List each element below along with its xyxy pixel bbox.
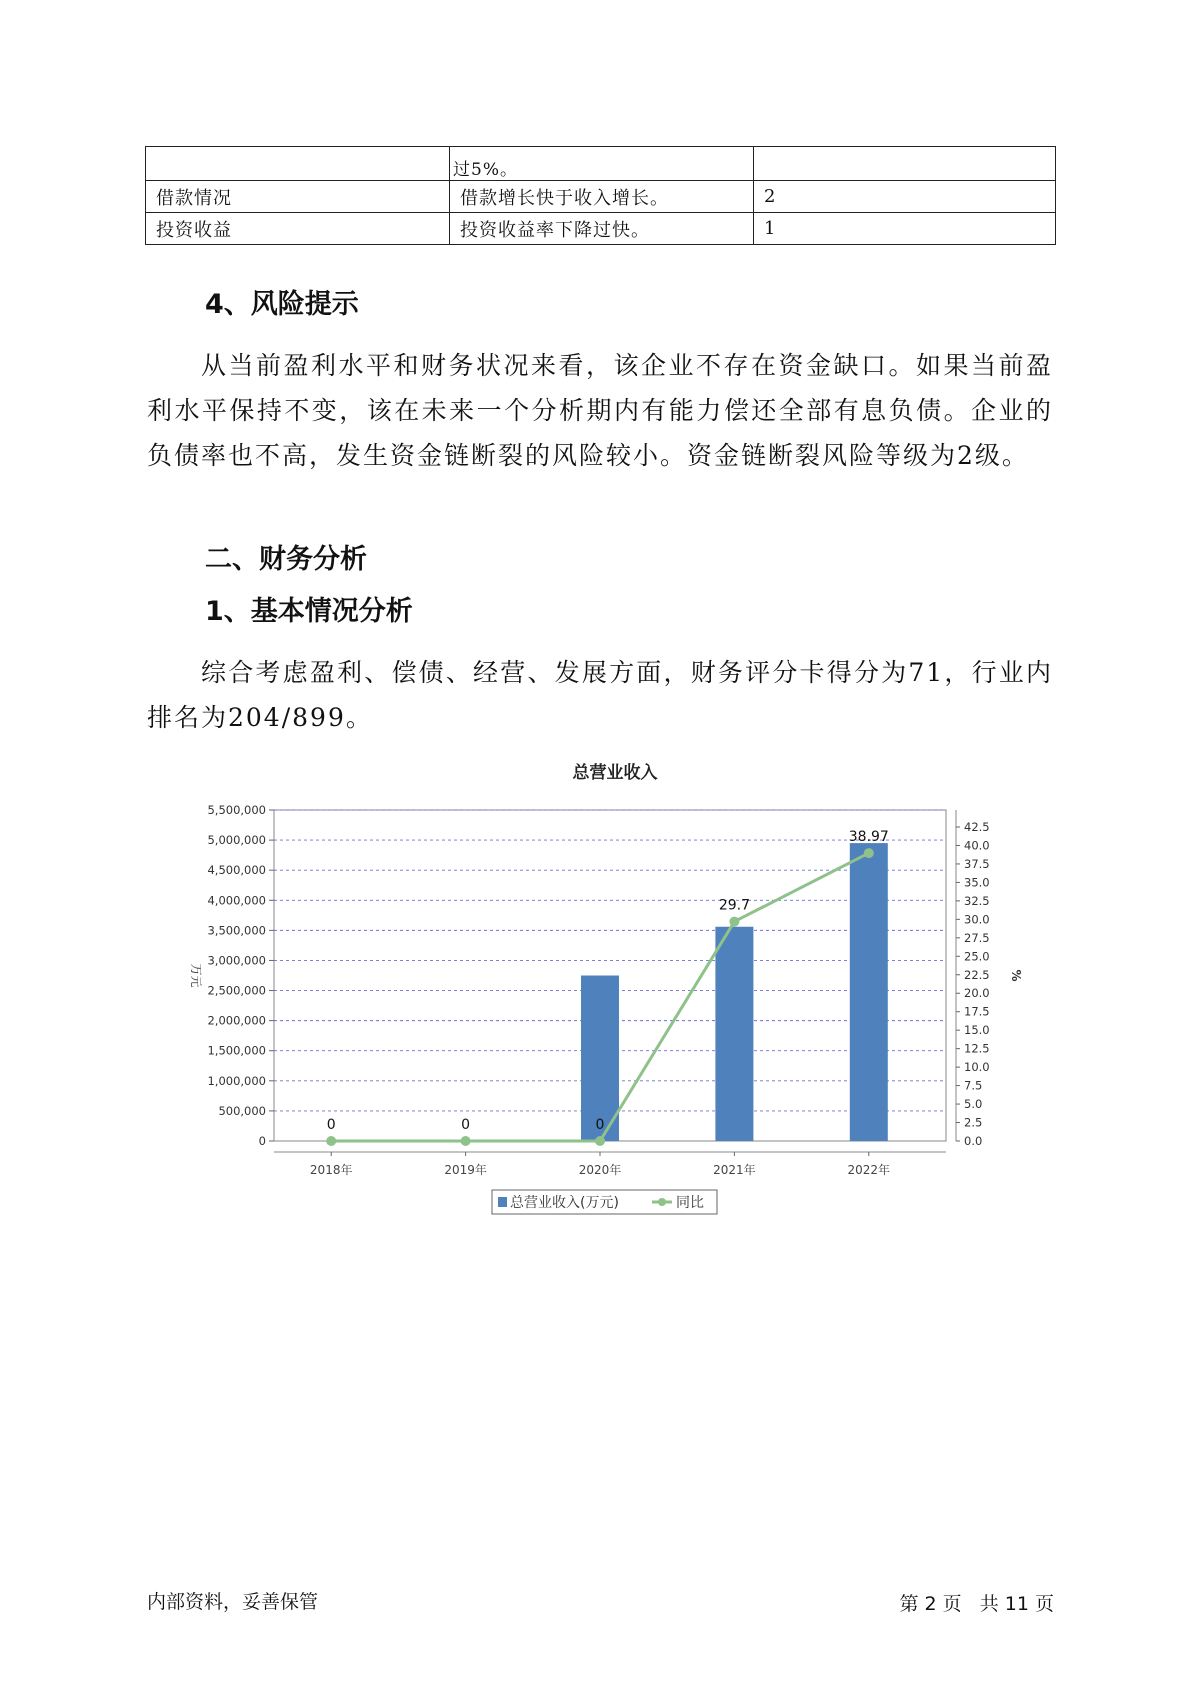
yoy-point: [595, 1136, 605, 1146]
data-label: 0: [461, 1117, 471, 1133]
y-tick-label: 1,500,000: [207, 1043, 266, 1058]
y-axis-label: 万元: [189, 963, 203, 988]
y2-tick-label: 35.0: [964, 875, 990, 890]
legend-line-marker: [658, 1198, 666, 1206]
y2-tick-label: 12.5: [964, 1041, 990, 1056]
y-tick-label: 2,500,000: [207, 983, 266, 998]
y2-tick-label: 40.0: [964, 838, 990, 853]
y2-tick-label: 10.0: [964, 1060, 990, 1075]
yoy-point: [729, 917, 739, 927]
y2-tick-label: 30.0: [964, 912, 990, 927]
y-tick-label: 0: [258, 1134, 266, 1148]
table-cell-desc: 投资收益率下降过快。: [450, 213, 754, 245]
y2-tick-label: 27.5: [964, 930, 990, 945]
y2-tick-label: 5.0: [964, 1097, 983, 1112]
data-label: 29.7: [718, 897, 750, 914]
y-tick-label: 4,000,000: [207, 893, 266, 908]
y2-tick-label: 37.5: [964, 856, 990, 871]
sub-heading-basic: 1、基本情况分析: [205, 596, 413, 627]
legend-bar-label: 总营业收入(万元): [510, 1195, 619, 1211]
y-tick-label: 5,500,000: [207, 803, 266, 817]
bar: [715, 927, 753, 1141]
y2-tick-label: 20.0: [964, 986, 990, 1001]
data-label: 0: [326, 1117, 336, 1133]
legend-bar-swatch: [498, 1197, 507, 1207]
y2-tick-label: 15.0: [964, 1023, 990, 1038]
y-tick-label: 4,500,000: [207, 863, 266, 878]
data-label: 38.97: [848, 829, 889, 846]
y2-axis-label: %: [1009, 969, 1023, 982]
x-tick-label: 2018年: [309, 1163, 353, 1177]
y2-tick-label: 2.5: [964, 1115, 983, 1130]
table-cell-item: [146, 147, 450, 181]
yoy-point: [326, 1136, 336, 1146]
x-tick-label: 2022年: [847, 1163, 891, 1177]
risk-table: [145, 146, 1056, 245]
table-cell-item: 借款情况: [146, 181, 450, 213]
yoy-point: [864, 848, 874, 858]
x-tick-label: 2019年: [444, 1163, 487, 1177]
section-heading-finance: 二、财务分析: [205, 544, 367, 575]
table-cell-desc: 过5%。: [450, 147, 754, 181]
x-tick-label: 2021年: [713, 1163, 756, 1177]
bar: [850, 843, 888, 1141]
table-cell-desc: 借款增长快于收入增长。: [450, 181, 754, 213]
y-tick-label: 3,000,000: [207, 953, 266, 968]
table-row: [146, 181, 1056, 213]
data-label: 0: [595, 1117, 605, 1133]
y2-tick-label: 22.5: [964, 967, 990, 982]
x-tick-label: 2020年: [578, 1163, 622, 1177]
table-cell-level: 1: [754, 213, 1056, 245]
section-heading-risk: 4、风险提示: [205, 289, 359, 320]
revenue-chart-svg: [170, 760, 1040, 1220]
page-number: 第 2 页 共 11 页: [899, 1593, 1054, 1615]
y-tick-label: 2,000,000: [207, 1013, 266, 1028]
y-tick-label: 5,000,000: [207, 833, 266, 848]
y-tick-label: 1,000,000: [207, 1073, 266, 1088]
y-tick-label: 500,000: [218, 1103, 266, 1118]
revenue-chart: [170, 760, 1040, 1220]
table-row: [146, 213, 1056, 245]
y2-tick-label: 0.0: [964, 1134, 983, 1148]
y2-tick-label: 7.5: [964, 1078, 983, 1093]
chart-title: 总营业收入: [572, 763, 658, 783]
footer-confidential: 内部资料，妥善保管: [147, 1591, 319, 1613]
legend-line-label: 同比: [676, 1195, 704, 1211]
table-cell-level: 2: [754, 181, 1056, 213]
yoy-point: [461, 1136, 471, 1146]
y2-tick-label: 25.0: [964, 949, 990, 964]
risk-paragraph: 从当前盈利水平和财务状况来看，该企业不存在资金缺口。如果当前盈利水平保持不变，该在未来一个分析期内有能力偿还全部有息负债。企业的负债率也不高，发生资金链断裂的风险较小。资金链断裂风险等级为2级。: [147, 351, 1053, 470]
table-cell-level: [754, 147, 1056, 181]
y2-tick-label: 32.5: [964, 893, 990, 908]
y2-tick-label: 17.5: [964, 1004, 990, 1019]
table-row: [146, 147, 1056, 181]
basic-paragraph: 综合考虑盈利、偿债、经营、发展方面，财务评分卡得分为71，行业内排名为204/899。: [147, 658, 1053, 732]
table-cell-item: 投资收益: [146, 213, 450, 245]
y-tick-label: 3,500,000: [207, 923, 266, 938]
y2-tick-label: 42.5: [964, 820, 990, 834]
